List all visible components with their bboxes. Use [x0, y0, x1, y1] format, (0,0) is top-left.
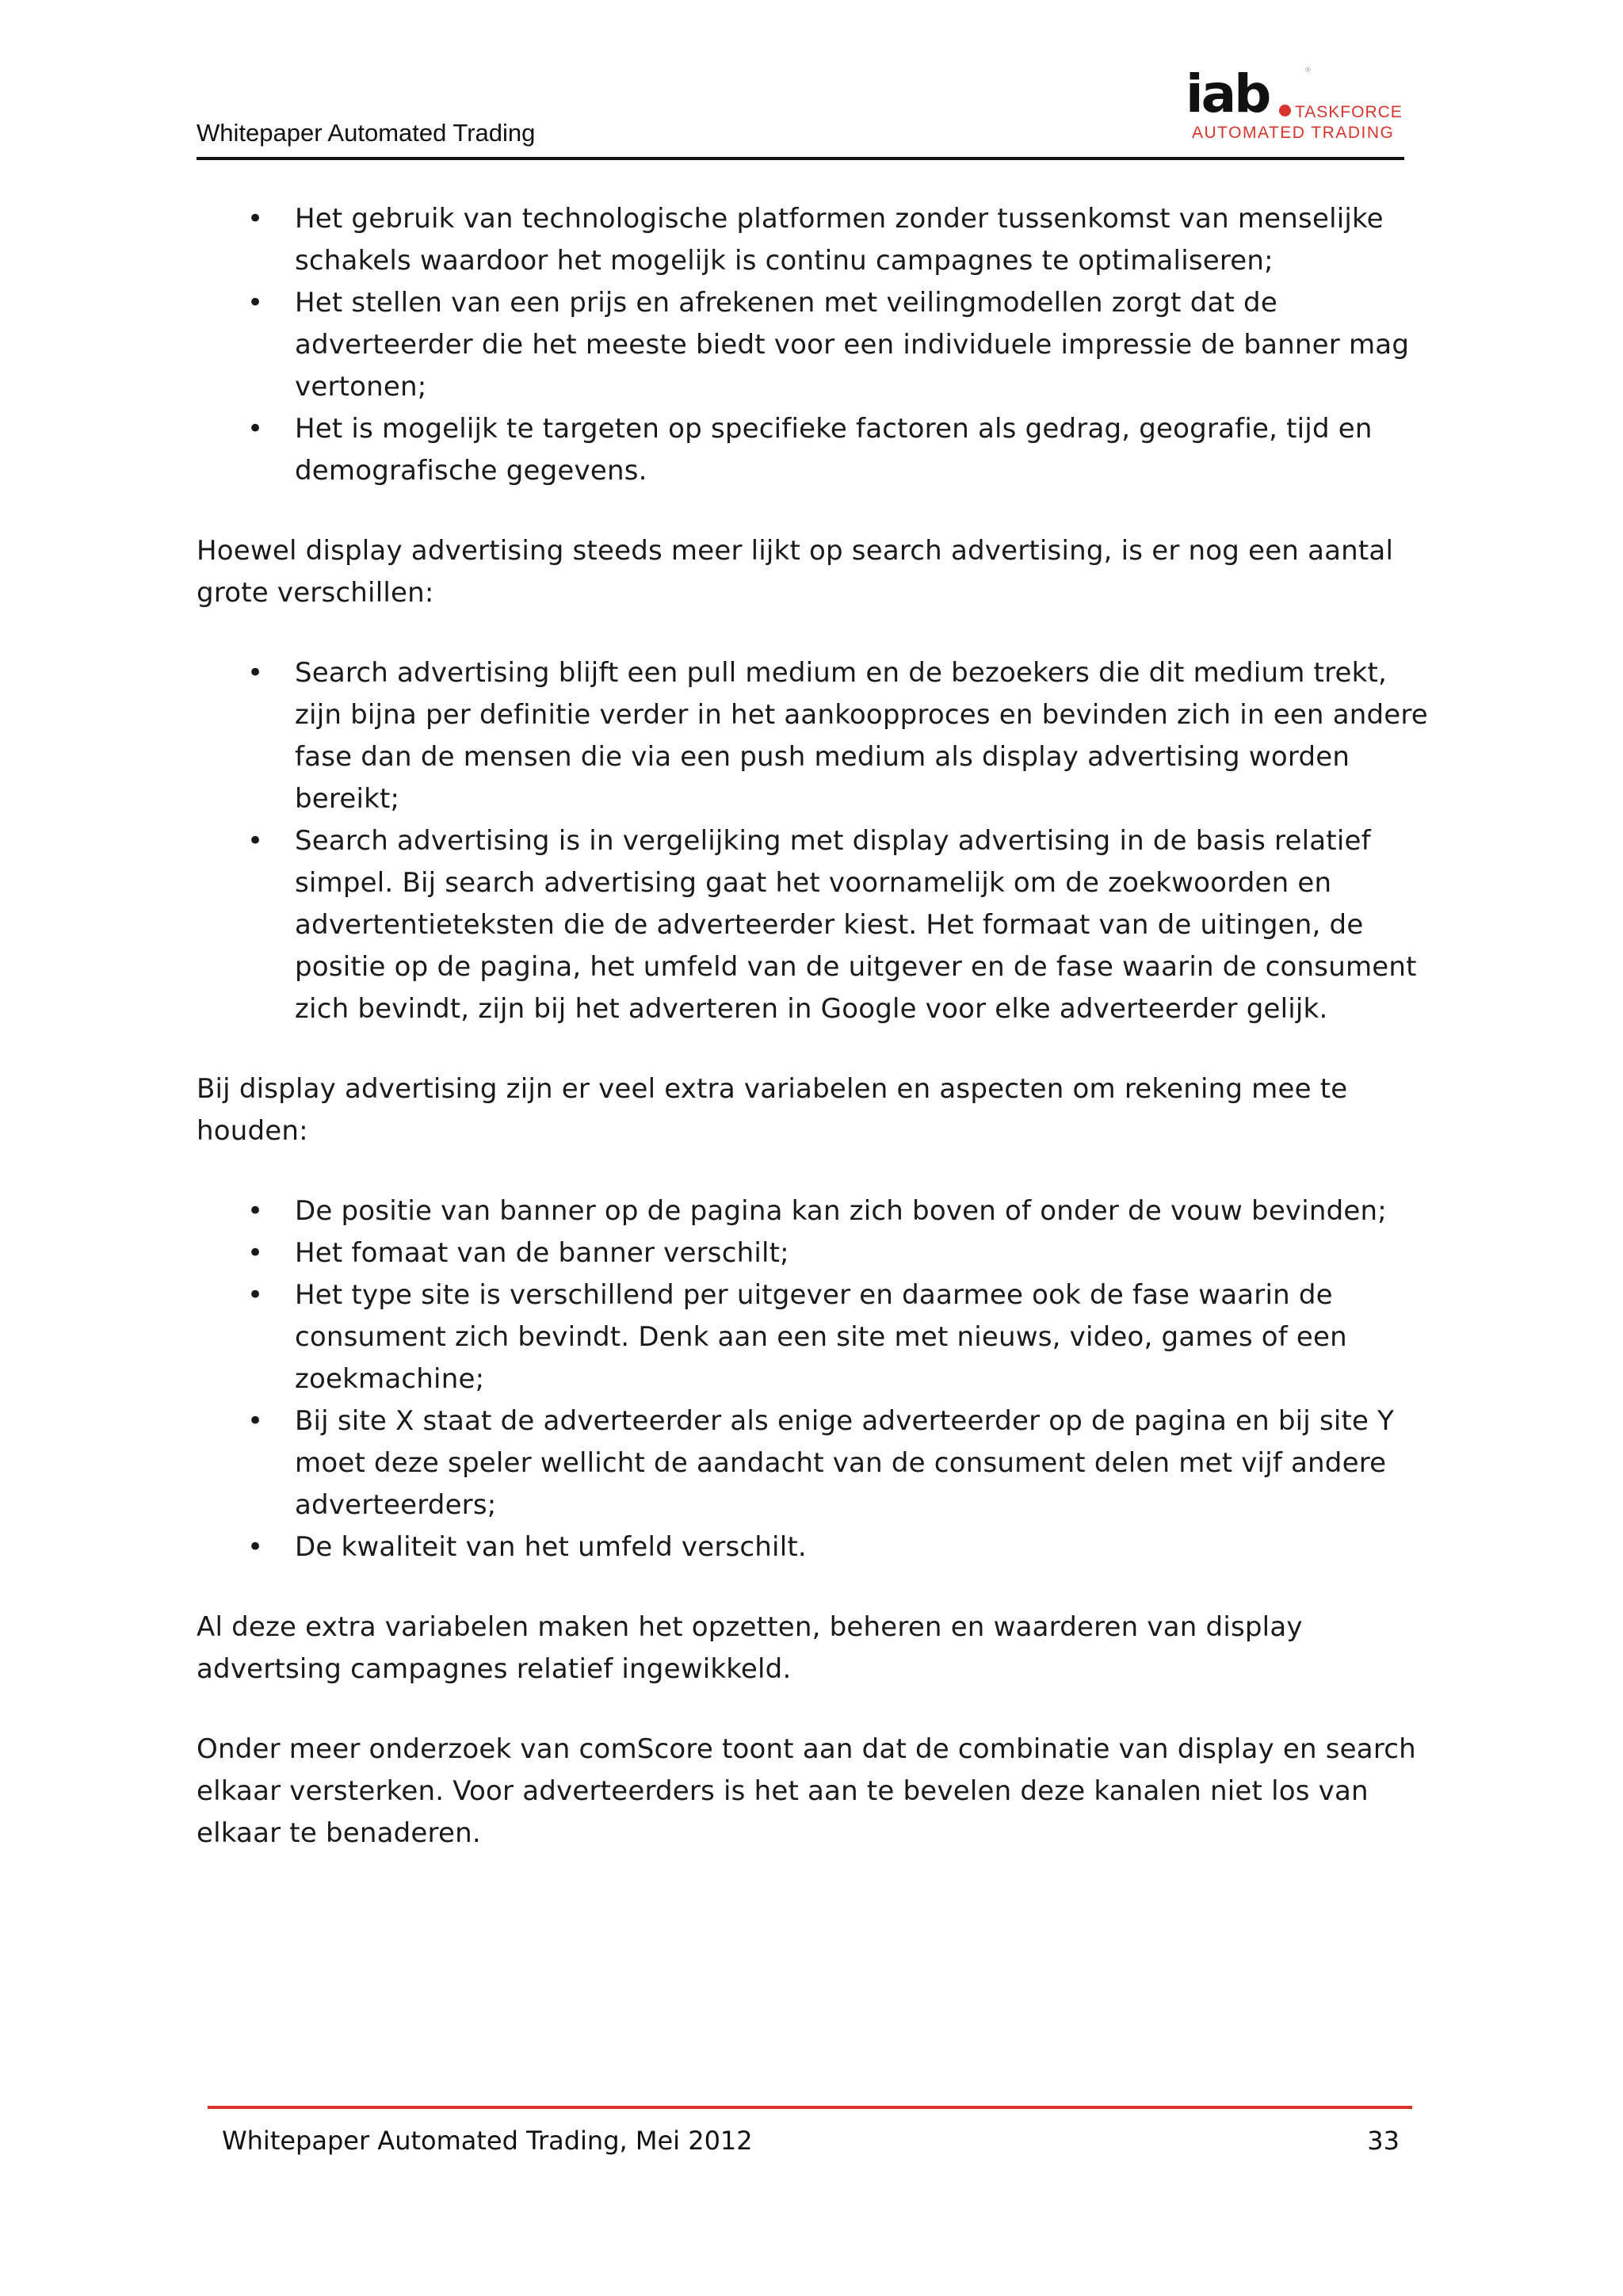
- bullet-list-differences: [197, 652, 1433, 1030]
- logo-iab-text: iab: [1186, 63, 1270, 124]
- page-number: 33: [1367, 2126, 1400, 2156]
- paragraph: Onder meer onderzoek van comScore toont aan dat de combinatie van display en search elkaar versterken. Voor adverteerders is het aan te bevelen deze kanalen niet los van elkaar te benaderen.: [197, 1733, 1416, 1849]
- iab-taskforce-logo: [1186, 63, 1403, 146]
- logo-taskforce-text: TASKFORCE: [1295, 103, 1403, 121]
- paragraph: Hoewel display advertising steeds meer lijkt op search advertising, is er nog een aantal grote verschillen:: [197, 535, 1394, 609]
- paragraph: Bij display advertising zijn er veel extra variabelen en aspecten om rekening mee te houden:: [197, 1073, 1348, 1147]
- list-item: • Het type site is verschillend per uitgever en daarmee ook de fase waarin de consument zich bevindt. Denk aan een site met nieuws, video, games of een zoekmachine;: [197, 1274, 1433, 1400]
- list-item: • Bij site X staat de adverteerder als enige adverteerder op de pagina en bij site Y moet deze speler wellicht de aandacht van de consument delen met vijf andere adverteerders;: [197, 1400, 1433, 1526]
- list-item: • Het is mogelijk te targeten op specifieke factoren als gedrag, geografie, tijd en demografische gegevens.: [197, 408, 1433, 492]
- page-body: [197, 198, 1433, 1855]
- logo-automated-trading-text: AUTOMATED TRADING: [1192, 124, 1395, 142]
- paragraph: Al deze extra variabelen maken het opzetten, beheren en waarderen van display advertsing campagnes relatief ingewikkeld.: [197, 1611, 1303, 1685]
- logo-trademark-icon: ®: [1304, 67, 1312, 74]
- list-item: • Search advertising is in vergelijking met display advertising in de basis relatief simpel. Bij search advertising gaat het voornamelijk om de zoekwoorden en advertentieteksten die de adverteerder kiest. Het formaat van de uitingen, de positie op de pagina, het umfeld van de uitgever en de fase waarin de consument zich bevindt, zijn bij het adverteren in Google voor elke adverteerder gelijk.: [197, 820, 1433, 1030]
- list-item: • Search advertising blijft een pull medium en de bezoekers die dit medium trekt, zijn bijna per definitie verder in het aankoopproces en bevinden zich in een andere fase dan de mensen die via een push medium als display advertising worden bereikt;: [197, 652, 1433, 820]
- bullet-list-variables: [197, 1190, 1433, 1568]
- list-item: • De kwaliteit van het umfeld verschilt.: [197, 1526, 1433, 1568]
- header-title: Whitepaper Automated Trading: [197, 119, 536, 147]
- footer-text: Whitepaper Automated Trading, Mei 2012: [222, 2126, 753, 2156]
- footer-divider: [208, 2106, 1412, 2109]
- list-item: • Het gebruik van technologische platformen zonder tussenkomst van menselijke schakels waardoor het mogelijk is continu campagnes te optimaliseren;: [197, 198, 1433, 282]
- list-item: • Het fomaat van de banner verschilt;: [197, 1232, 1433, 1274]
- logo-dot-icon: [1279, 105, 1291, 117]
- bullet-list-features: [197, 198, 1433, 492]
- list-item: • Het stellen van een prijs en afrekenen met veilingmodellen zorgt dat de adverteerder die het meeste biedt voor een individuele impressie de banner mag vertonen;: [197, 282, 1433, 408]
- header-divider: [197, 157, 1404, 160]
- list-item: • De positie van banner op de pagina kan zich boven of onder de vouw bevinden;: [197, 1190, 1433, 1232]
